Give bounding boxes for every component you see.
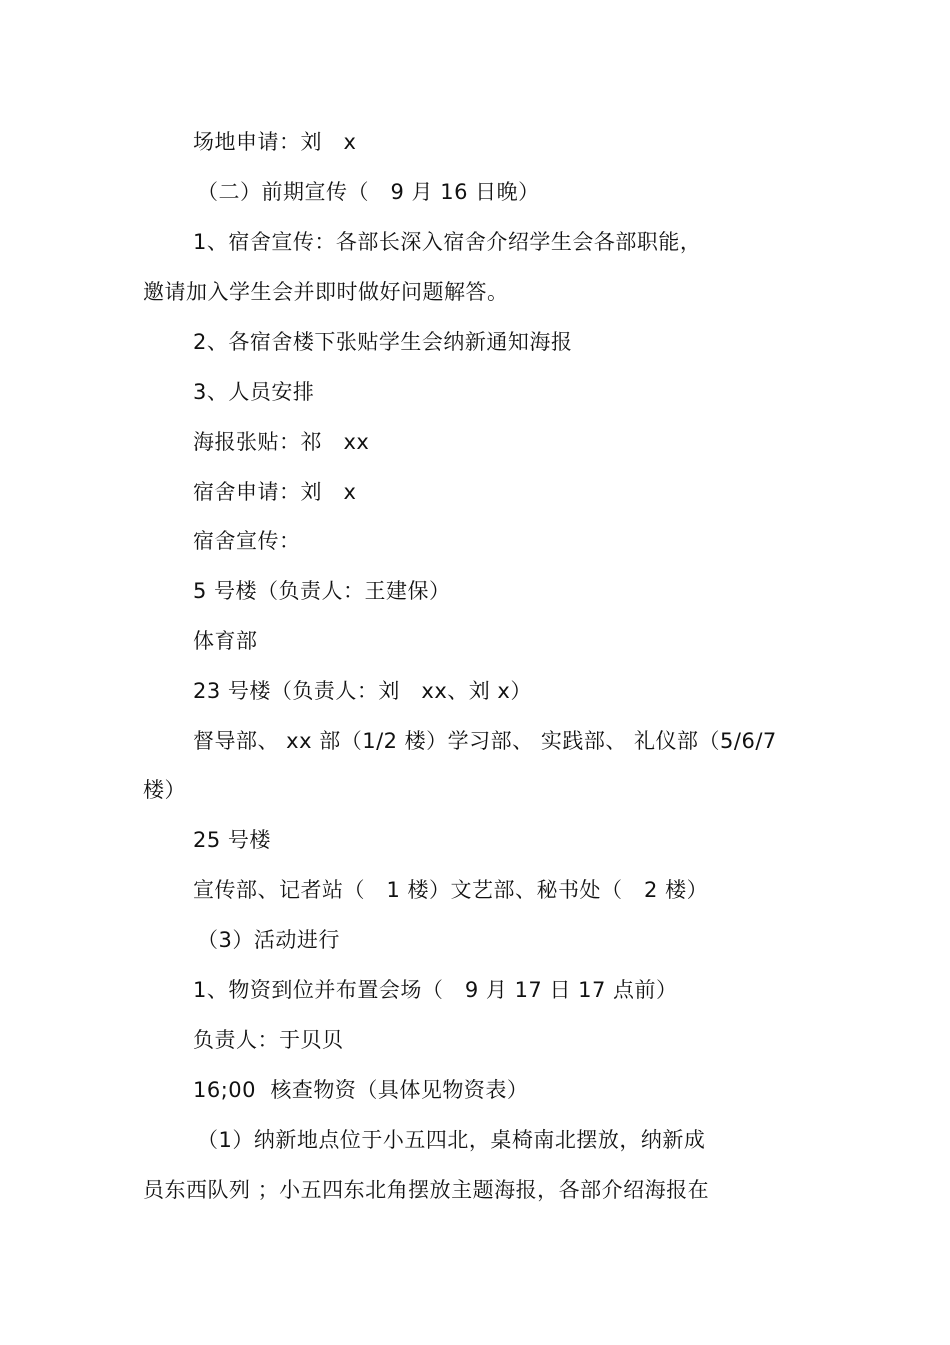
paragraph-line: 2、各宿舍楼下张贴学生会纳新通知海报: [193, 330, 573, 354]
venue-application-line: 场地申请：刘 x: [193, 130, 357, 154]
section-heading-activity: （3）活动进行: [197, 928, 340, 952]
paragraph-line: 负责人：于贝贝: [193, 1028, 344, 1052]
paragraph-line: 楼）: [143, 778, 186, 802]
section-heading-promotion: （二）前期宣传（ 9 月 16 日晚）: [197, 180, 540, 204]
paragraph-line: 宿舍宣传：: [193, 529, 301, 553]
paragraph-line: 1、物资到位并布置会场（ 9 月 17 日 17 点前）: [193, 978, 678, 1002]
paragraph-line: 邀请加入学生会并即时做好问题解答。: [143, 280, 509, 304]
paragraph-line: 5 号楼（负责人：王建保）: [193, 579, 451, 603]
paragraph-line: 23 号楼（负责人：刘 xx、刘 x）: [193, 679, 532, 703]
paragraph-line: 督导部、 xx 部（1/2 楼）学习部、 实践部、 礼仪部（5/6/7: [193, 729, 777, 753]
paragraph-line: 宣传部、记者站（ 1 楼）文艺部、秘书处（ 2 楼）: [193, 878, 709, 902]
paragraph-line: 16;00 核查物资（具体见物资表）: [193, 1078, 529, 1102]
paragraph-line: （1）纳新地点位于小五四北，桌椅南北摆放，纳新成: [197, 1128, 706, 1152]
paragraph-line: 3、人员安排: [193, 380, 315, 404]
paragraph-line: 宿舍申请：刘 x: [193, 480, 357, 504]
paragraph-line: 体育部: [193, 629, 258, 653]
paragraph-line: 25 号楼: [193, 828, 271, 852]
paragraph-line: 海报张贴：祁 xx: [193, 430, 370, 454]
paragraph-line: 1、宿舍宣传：各部长深入宿舍介绍学生会各部职能，: [193, 230, 702, 254]
paragraph-line: 员东西队列 ；小五四东北角摆放主题海报，各部介绍海报在: [143, 1178, 710, 1202]
